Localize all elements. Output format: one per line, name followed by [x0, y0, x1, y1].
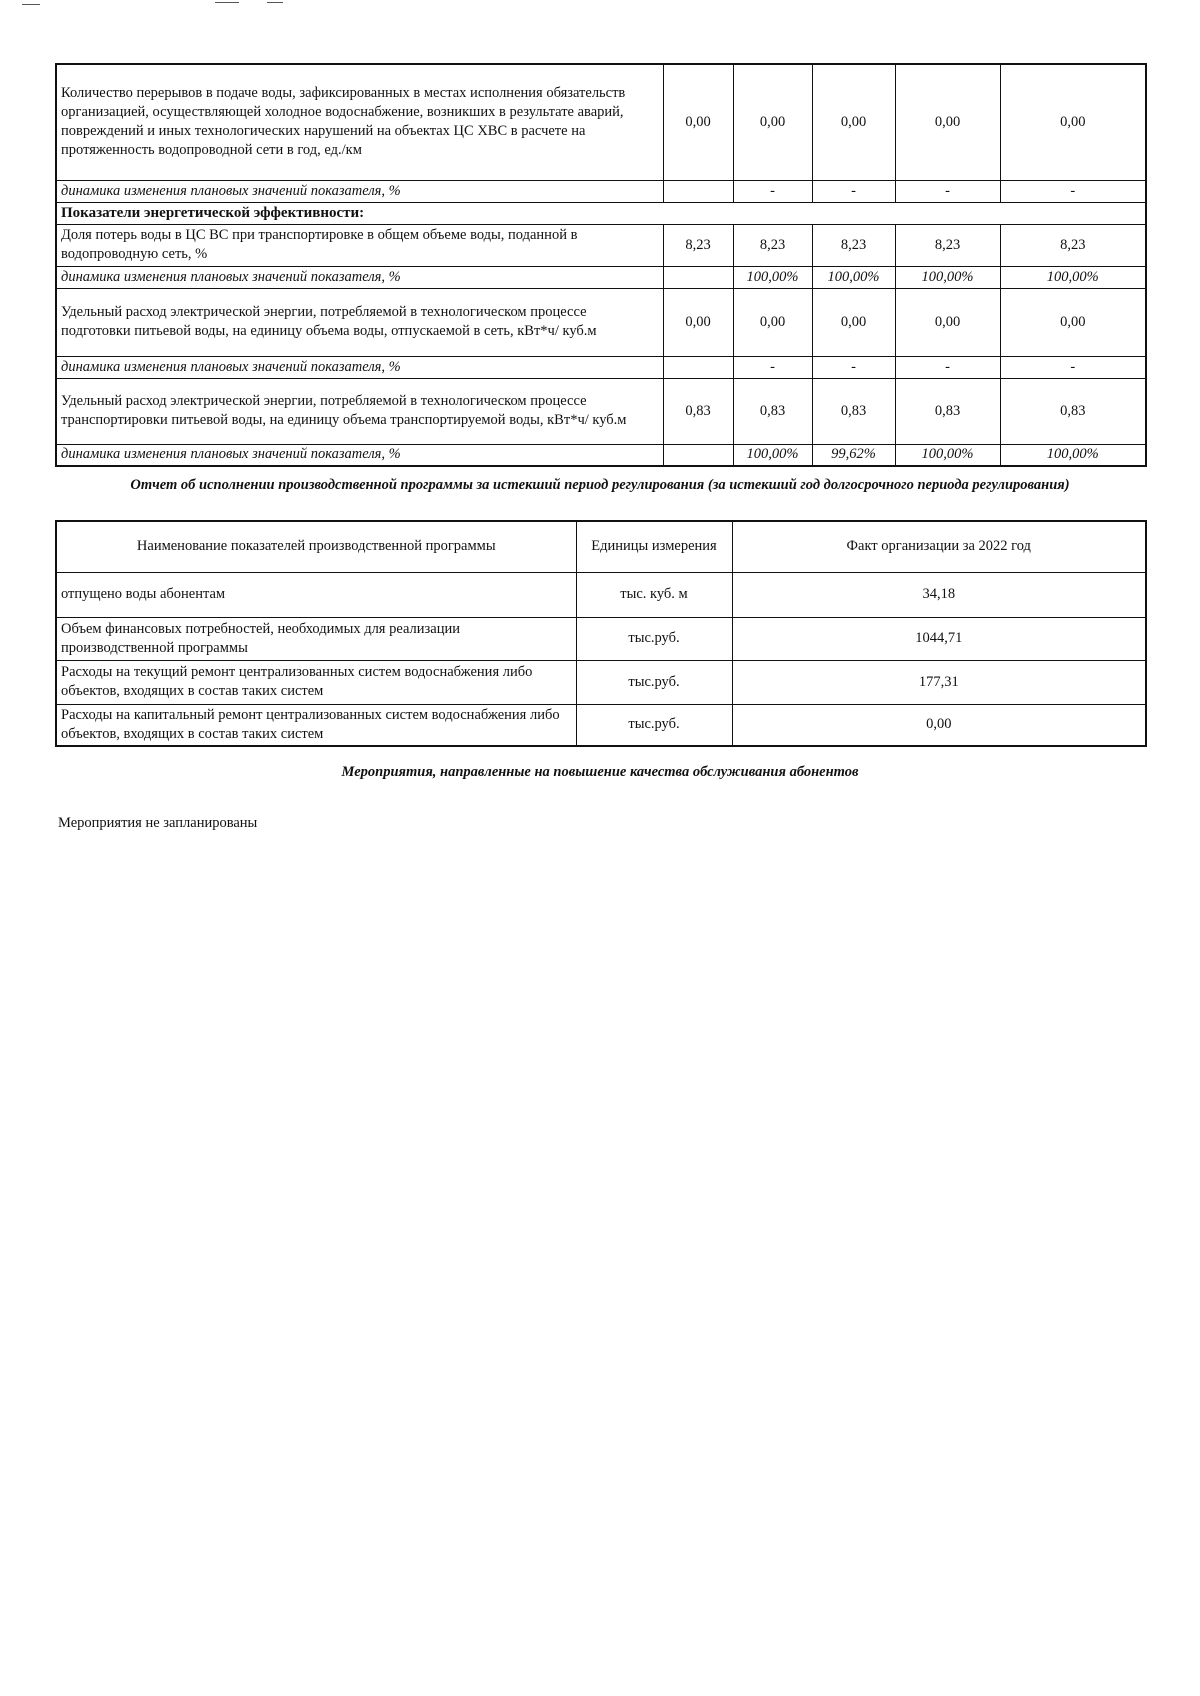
indicator-value: 0,83 — [733, 378, 812, 444]
dynamics-value: 100,00% — [812, 266, 895, 288]
indicator-table — [55, 63, 1147, 467]
report-row-unit: тыс.руб. — [576, 704, 732, 746]
dynamics-row — [56, 444, 1146, 466]
dynamics-row — [56, 266, 1146, 288]
dynamics-value: - — [812, 180, 895, 202]
report-caption: Отчет об исполнении производственной программы за истекший период регулирования (за истекший год долгосрочного периода регулирования) — [130, 477, 1070, 493]
indicator-value: 0,00 — [1000, 64, 1146, 180]
indicator-label: Удельный расход электрической энергии, потребляемой в технологическом процессе транспортировки питьевой воды, на единицу объема транспортируемой воды, кВт*ч/ куб.м — [56, 378, 663, 444]
scan-artifact — [215, 2, 239, 3]
indicator-row — [56, 378, 1146, 444]
indicator-value: 0,83 — [812, 378, 895, 444]
dynamics-value: - — [733, 180, 812, 202]
dynamics-label: динамика изменения плановых значений показателя, % — [56, 444, 663, 466]
report-row-value: 34,18 — [732, 572, 1146, 617]
indicator-label: Доля потерь воды в ЦС ВС при транспортировке в общем объеме воды, поданной в водопроводную сеть, % — [56, 224, 663, 266]
dynamics-row — [56, 356, 1146, 378]
report-header-value: Факт организации за 2022 год — [732, 521, 1146, 572]
indicator-value: 0,00 — [895, 64, 1000, 180]
report-row — [56, 572, 1146, 617]
indicator-value: 0,00 — [663, 288, 733, 356]
dynamics-value: 100,00% — [733, 266, 812, 288]
dynamics-value: - — [895, 180, 1000, 202]
report-row-name: Расходы на текущий ремонт централизованных систем водоснабжения либо объектов, входящих в состав таких систем — [56, 660, 576, 704]
indicator-value: 0,83 — [1000, 378, 1146, 444]
report-header-unit: Единицы измерения — [576, 521, 732, 572]
indicator-value: 0,83 — [895, 378, 1000, 444]
indicator-value: 0,00 — [895, 288, 1000, 356]
indicator-row — [56, 64, 1146, 180]
report-row-unit: тыс.руб. — [576, 660, 732, 704]
dynamics-label: динамика изменения плановых значений показателя, % — [56, 356, 663, 378]
report-row-name: Объем финансовых потребностей, необходимых для реализации производственной программы — [56, 617, 576, 660]
dynamics-label: динамика изменения плановых значений показателя, % — [56, 266, 663, 288]
report-table — [55, 520, 1147, 747]
indicator-value: 8,23 — [812, 224, 895, 266]
indicator-row — [56, 288, 1146, 356]
report-row-name: Расходы на капитальный ремонт централизованных систем водоснабжения либо объектов, входящих в состав таких систем — [56, 704, 576, 746]
indicator-label: Количество перерывов в подаче воды, зафиксированных в местах исполнения обязательств организацией, осуществляющей холодное водоснабжение, возникших в результате аварий, повреждений и иных технологических нарушений на объектах ЦС ХВС в расчете на протяженность водопроводной сети в год, ед./км — [56, 64, 663, 180]
indicator-value: 0,00 — [812, 64, 895, 180]
indicator-row — [56, 224, 1146, 266]
indicator-value: 0,83 — [663, 378, 733, 444]
indicator-value: 8,23 — [895, 224, 1000, 266]
section-heading: Показатели энергетической эффективности: — [56, 202, 1146, 224]
section-row — [56, 202, 1146, 224]
indicator-label: Удельный расход электрической энергии, потребляемой в технологическом процессе подготовки питьевой воды, на единицу объема воды, отпускаемой в сеть, кВт*ч/ куб.м — [56, 288, 663, 356]
dynamics-value: - — [895, 356, 1000, 378]
dynamics-row — [56, 180, 1146, 202]
dynamics-label: динамика изменения плановых значений показателя, % — [56, 180, 663, 202]
indicator-value: 8,23 — [1000, 224, 1146, 266]
indicator-value: 0,00 — [663, 64, 733, 180]
report-row-unit: тыс. куб. м — [576, 572, 732, 617]
indicator-value: 0,00 — [1000, 288, 1146, 356]
dynamics-value: - — [1000, 180, 1146, 202]
dynamics-value: 100,00% — [1000, 444, 1146, 466]
dynamics-value: 99,62% — [812, 444, 895, 466]
dynamics-value: - — [733, 356, 812, 378]
scan-artifact — [22, 4, 40, 5]
dynamics-value: - — [812, 356, 895, 378]
report-row-value: 0,00 — [732, 704, 1146, 746]
indicator-value: 0,00 — [733, 288, 812, 356]
report-row-value: 1044,71 — [732, 617, 1146, 660]
dynamics-value: 100,00% — [895, 266, 1000, 288]
report-row-value: 177,31 — [732, 660, 1146, 704]
dynamics-value — [663, 266, 733, 288]
report-row — [56, 617, 1146, 660]
report-row — [56, 704, 1146, 746]
dynamics-value — [663, 180, 733, 202]
report-header-row — [56, 521, 1146, 572]
measures-note: Мероприятия не запланированы — [58, 815, 258, 831]
scan-artifact — [267, 2, 283, 3]
measures-caption: Мероприятия, направленные на повышение качества обслуживания абонентов — [341, 764, 859, 780]
dynamics-value: 100,00% — [733, 444, 812, 466]
report-header-name: Наименование показателей производственной программы — [56, 521, 576, 572]
report-row — [56, 660, 1146, 704]
indicator-value: 8,23 — [663, 224, 733, 266]
indicator-value: 0,00 — [733, 64, 812, 180]
dynamics-value: - — [1000, 356, 1146, 378]
indicator-value: 0,00 — [812, 288, 895, 356]
report-row-name: отпущено воды абонентам — [56, 572, 576, 617]
dynamics-value — [663, 444, 733, 466]
dynamics-value: 100,00% — [1000, 266, 1146, 288]
report-row-unit: тыс.руб. — [576, 617, 732, 660]
indicator-value: 8,23 — [733, 224, 812, 266]
dynamics-value: 100,00% — [895, 444, 1000, 466]
dynamics-value — [663, 356, 733, 378]
